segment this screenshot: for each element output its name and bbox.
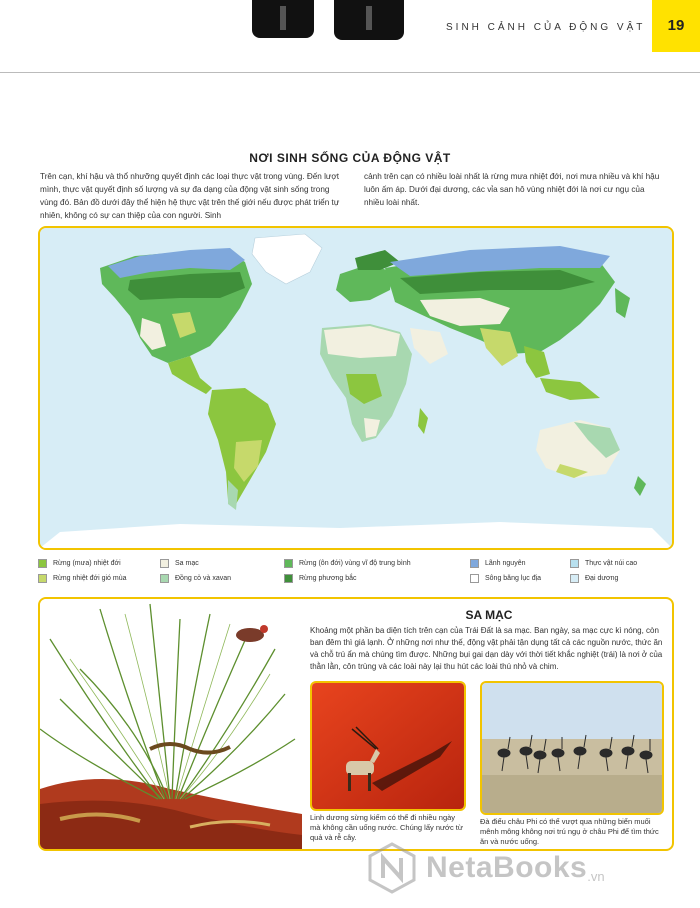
legend-item: Rừng phương bắc — [284, 572, 357, 584]
ostrich-caption: Đà điểu châu Phi có thể vượt qua những biển muối mênh mông không nơi trú ngụ ở châu Phi để tìm thức ăn và nước uống. — [480, 817, 659, 846]
legend-swatch — [38, 559, 47, 568]
binder-clip — [252, 0, 404, 40]
legend-swatch — [470, 574, 479, 583]
legend-swatch — [284, 574, 293, 583]
header-divider — [0, 72, 700, 73]
legend-swatch — [284, 559, 293, 568]
legend-swatch — [160, 574, 169, 583]
desert-title: SA MẠC — [465, 608, 513, 622]
ostrich-photo — [480, 681, 664, 815]
oryx-illustration — [312, 683, 464, 809]
legend-swatch — [570, 559, 579, 568]
page-number: 19 — [652, 0, 700, 52]
legend-item: Sông băng lục địa — [470, 572, 541, 584]
legend-item: Đại dương — [570, 572, 618, 584]
intro-left-column: Trên cạn, khí hậu và thổ nhưỡng quyết định các loại thực vật trong vùng. Đến lượt mình, thực vật quyết định số lượng và sự đa dạng của động vật sinh sống trong vùng đó. Bản đồ dưới đây thể hiện hệ thực vật trên thế giới nếu được phát triển tự nhiên, không có sự can thiệp của con người. Sinh — [40, 172, 340, 220]
legend-item: Rừng (mưa) nhiệt đới — [38, 557, 121, 569]
section-title: NƠI SINH SỐNG CỦA ĐỘNG VẬT — [249, 151, 451, 165]
world-vegetation-map — [38, 226, 674, 550]
netabooks-watermark — [366, 838, 696, 898]
legend-item: Thực vật núi cao — [570, 557, 637, 569]
legend-item: Lãnh nguyên — [470, 557, 525, 569]
legend-swatch — [570, 574, 579, 583]
legend-item: Rừng nhiệt đới gió mùa — [38, 572, 126, 584]
oryx-photo — [310, 681, 466, 811]
legend-swatch — [38, 574, 47, 583]
legend-item: Sa mạc — [160, 557, 199, 569]
watermark-brand: NetaBooks — [426, 851, 588, 884]
legend-item: Rừng (ôn đới) vùng vĩ độ trung bình — [284, 557, 411, 569]
oryx-caption: Linh dương sừng kiếm có thể đi nhiều ngày mà không cần uống nước. Chúng lấy nước từ quả và rễ cây. — [310, 813, 463, 842]
netabooks-logo-icon — [366, 842, 418, 894]
spiny-grass-illustration — [40, 599, 302, 851]
ostrich-illustration — [482, 683, 662, 813]
legend-item: Đồng cỏ và xavan — [160, 572, 231, 584]
desert-panel — [38, 597, 674, 851]
map-legend — [38, 557, 674, 587]
legend-swatch — [160, 559, 169, 568]
running-head: SINH CẢNH CỦA ĐỘNG VẬT — [446, 22, 646, 33]
watermark-suffix: .vn — [587, 869, 605, 884]
intro-right-column: cảnh trên cạn có nhiều loài nhất là rừng mưa nhiệt đới, nơi mưa nhiều và khí hậu luôn ấm áp. Dưới đại dương, các vỉa san hô vùng nhiệt đới là nơi cư ngụ của nhiều loài nhất. — [364, 172, 660, 207]
legend-swatch — [470, 559, 479, 568]
map-illustration — [40, 228, 672, 548]
desert-text: Khoảng một phần ba diện tích trên cạn của Trái Đất là sa mạc. Ban ngày, sa mạc cực kì nóng, còn ban đêm thì giá lạnh. Ở những nơi như thế, động vật phải tận dụng tất cả các nguồn nước, thức ăn và chỗ trú ẩn mà chúng tìm được. Những bụi gai dạn dày với thời tiết khắc nghiệt (trái) là nơi ở của thằn lằn, côn trùng và các loài này lại thu hút các loài thú nhỏ và chim. — [310, 626, 663, 671]
